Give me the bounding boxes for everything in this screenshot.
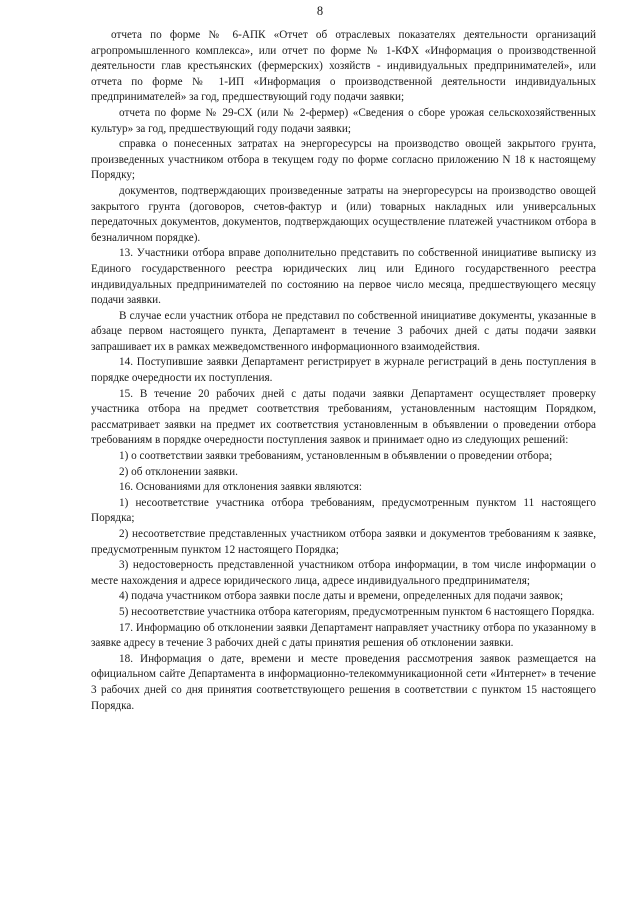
page-number: 8 bbox=[316, 4, 324, 18]
paragraph: 13. Участники отбора вправе дополнительно представить по собственной инициативе выписку из Единого государственного реестра юридических лиц или Единого государственного реестра индивидуальных предпринимателей по состоянию на первое число месяца, предшествующего месяцу подачи заявки. bbox=[91, 247, 596, 307]
paragraph: справка о понесенных затратах на энергоресурсы на производство овощей закрытого грунта, произведенных участником отбора в текущем году по форме согласно приложению N 18 к настоящему Порядку; bbox=[91, 138, 596, 182]
paragraph: документов, подтверждающих произведенные затраты на энергоресурсы на производство овощей закрытого грунта (договоров, счетов-фактур и (или) товарных накладных или универсальных передаточных документов, документов, подтверждающих осуществление платежей участником отбора в безналичном порядке). bbox=[91, 184, 596, 244]
paragraph: 3) недостоверность представленной участником отбора информации, в том числе информации о месте нахождения и адресе юридического лица, адресе индивидуального предпринимателя; bbox=[91, 559, 596, 587]
document-body bbox=[91, 28, 596, 714]
paragraph: В случае если участник отбора не представил по собственной инициативе документы, указанные в абзаце первом настоящего пункта, Департамент в течение 3 рабочих дней с даты подачи заявки запрашивает их в рамках межведомственного информационного взаимодействия. bbox=[91, 309, 596, 353]
paragraph: 14. Поступившие заявки Департамент регистрирует в журнале регистраций в день поступления в порядке очередности их поступления. bbox=[91, 356, 596, 385]
paragraph: 1) несоответствие участника отбора требованиям, предусмотренным пунктом 11 настоящего Порядка; bbox=[91, 496, 596, 525]
paragraph: 5) несоответствие участника отбора категориям, предусмотренным пунктом 6 настоящего Порядка. bbox=[119, 605, 595, 618]
paragraph: 15. В течение 20 рабочих дней с даты подачи заявки Департамент осуществляет проверку участника отбора на предмет соответствия требованиям, установленным настоящим Порядком, рассматривает заявки на предмет их соответствия установленным в объявлении о проведении отбора требованиям в порядке очередности поступления заявок и принимает одно из следующих решений: bbox=[91, 387, 596, 447]
paragraph: 1) о соответствии заявки требованиям, установленным в объявлении о проведении отбора; bbox=[119, 450, 553, 463]
paragraph: 16. Основаниями для отклонения заявки являются: bbox=[119, 481, 363, 494]
paragraph: 17. Информацию об отклонении заявки Департамент направляет участнику отбора по указанному в заявке адресу в течение 3 рабочих дней с даты принятия решения об отклонении заявки. bbox=[91, 621, 596, 650]
paragraph: отчета по форме № 29-СХ (или № 2-фермер) «Сведения о сборе урожая сельскохозяйственных культур» за год, предшествующий году подачи заявки; bbox=[91, 106, 596, 135]
paragraph: 2) об отклонении заявки. bbox=[119, 465, 238, 478]
paragraph: 18. Информация о дате, времени и месте проведения рассмотрения заявок размещается на официальном сайте Департамента в информационно-телекоммуникационной сети «Интернет» в течение 3 рабочих дней со дня принятия соответствующего решения в соответствии с пунктом 15 настоящего Порядка. bbox=[91, 652, 596, 712]
paragraph: отчета по форме № 6-АПК «Отчет об отраслевых показателях деятельности организаций агропромышленного комплекса», или отчет по форме № 1-КФХ «Информация о производственной деятельности глав крестьянских (фермерских) хозяйств - индивидуальных предпринимателей», или отчета по форме № 1-ИП «Информация о производственной деятельности индивидуальных предпринимателей» за год, предшествующий году подачи заявки; bbox=[91, 29, 596, 104]
paragraph: 2) несоответствие представленных участником отбора заявки и документов требованиям к заявке, предусмотренным пунктом 12 настоящего Порядка; bbox=[91, 528, 596, 556]
paragraph: 4) подача участником отбора заявки после даты и времени, определенных для подачи заявок; bbox=[119, 590, 564, 603]
